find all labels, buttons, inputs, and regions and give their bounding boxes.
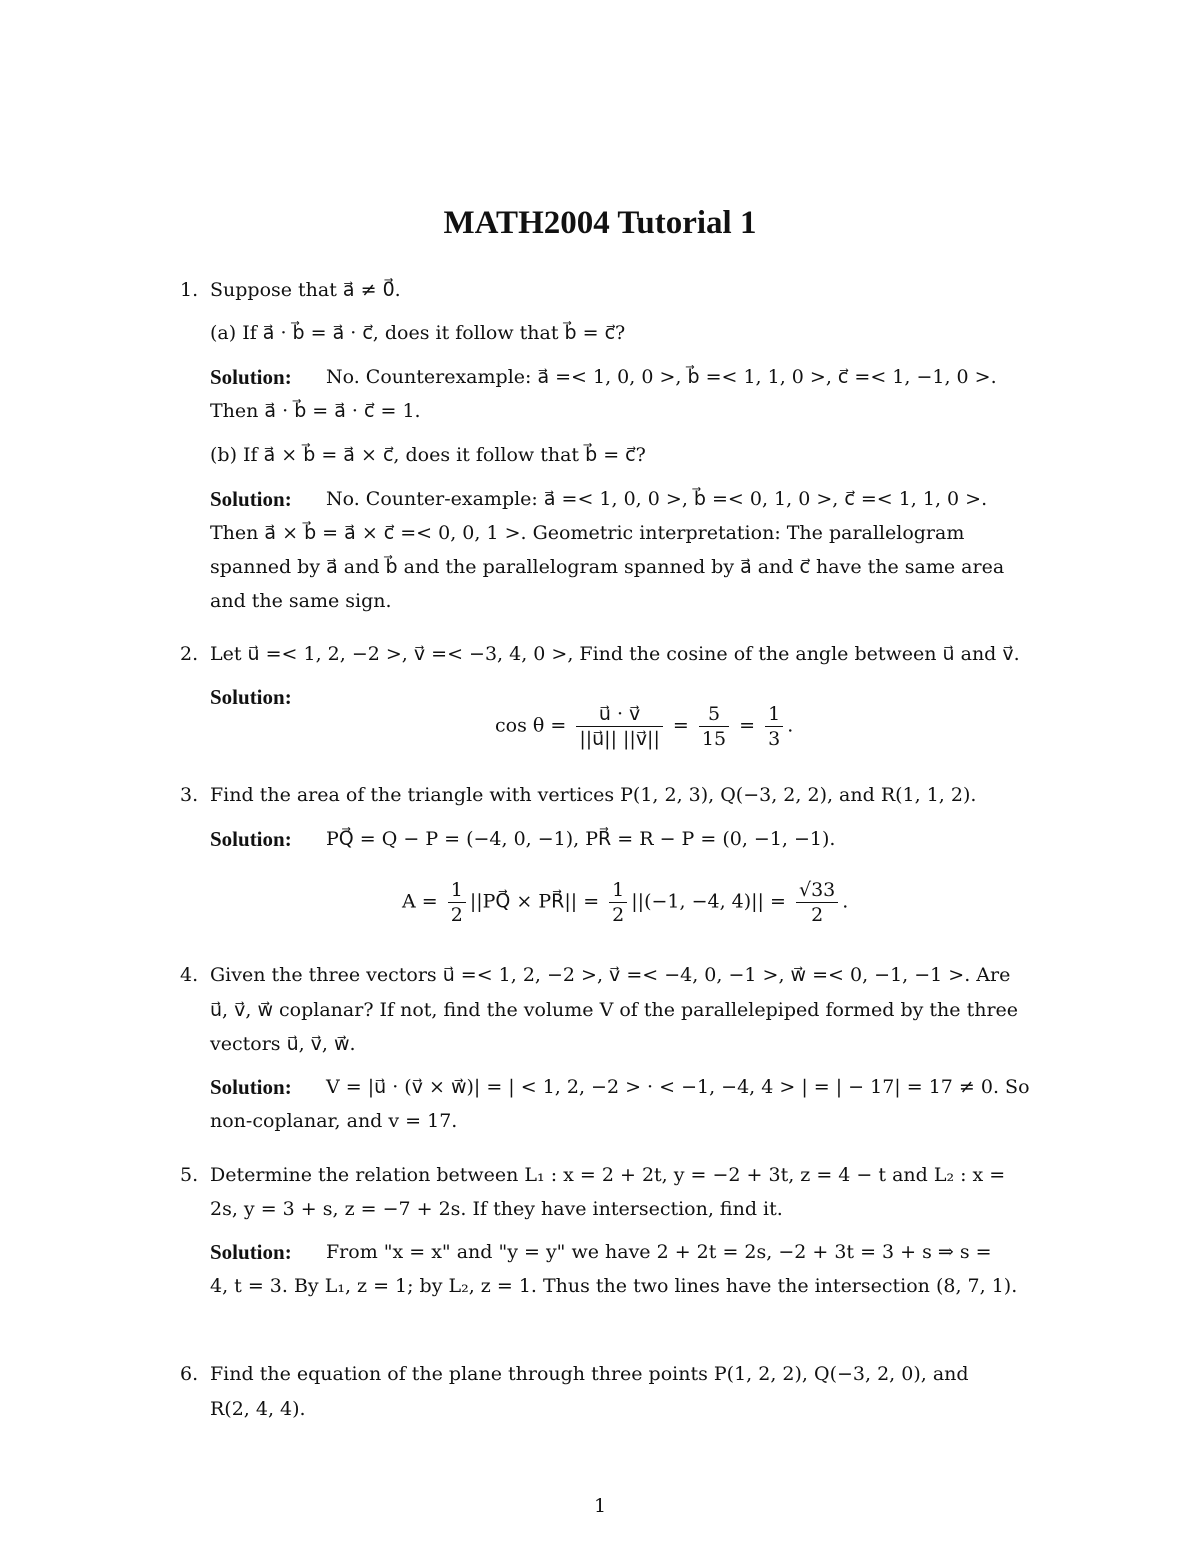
problem-2-solution-label: Solution:: [210, 685, 292, 709]
problem-1a-solution-label: Solution:: [210, 365, 292, 389]
page-title: MATH2004 Tutorial 1: [443, 205, 757, 241]
problem-1b-solution-line-2: Then a⃗ × b⃗ = a⃗ × c⃗ =< 0, 0, 1 >. Geometric interpretation: The parallelogram: [210, 522, 965, 544]
problem-3-solution-label: Solution:: [210, 827, 292, 851]
problem-5-solution-label: Solution:: [210, 1240, 292, 1264]
problem-5-question-line-1: Determine the relation between L₁ : x = 2 + 2t, y = −2 + 3t, z = 4 − t and L₂ : x =: [210, 1164, 1006, 1186]
problem-1a-solution-line-2: Then a⃗ · b⃗ = a⃗ · c⃗ = 1.: [210, 400, 421, 422]
problem-1b-solution-line-1: No. Counter-example: a⃗ =< 1, 0, 0 >, b⃗ =< 0, 1, 0 >, c⃗ =< 1, 1, 0 >.: [326, 488, 988, 510]
page-number: 1: [593, 1495, 607, 1517]
problem-1a-question: (a) If a⃗ · b⃗ = a⃗ · c⃗, does it follow that b⃗ = c⃗?: [210, 322, 626, 344]
problem-5-solution-line-2: 4, t = 3. By L₁, z = 1; by L₂, z = 1. Thus the two lines have the intersection (8, 7, 1).: [210, 1275, 1018, 1297]
problem-6-number: 6.: [180, 1363, 199, 1385]
problem-6-question-line-1: Find the equation of the plane through three points P(1, 2, 2), Q(−3, 2, 0), and: [210, 1363, 969, 1385]
problem-4-solution-label: Solution:: [210, 1075, 292, 1099]
problem-5-number: 5.: [180, 1164, 199, 1186]
problem-4-solution-line-2: non-coplanar, and v = 17.: [210, 1110, 458, 1132]
problem-1-number: 1.: [180, 279, 199, 301]
problem-4-question-line-1: Given the three vectors u⃗ =< 1, 2, −2 >, v⃗ =< −4, 0, −1 >, w⃗ =< 0, −1, −1 >. Are: [210, 964, 1011, 986]
problem-4-solution-line-1: V = |u⃗ · (v⃗ × w⃗)| = | < 1, 2, −2 > · < −1, −4, 4 > | = | − 17| = 17 ≠ 0. So: [326, 1076, 1030, 1098]
problem-1b-solution-label: Solution:: [210, 487, 292, 511]
problem-2-equation: cos θ = $\frac{u⃗ \cdot v⃗}{||u⃗|| ||v⃗||}$ = $\frac{5}{15}$ = $\frac{1}{3}$ .: [495, 703, 794, 750]
problem-3-equation: A = $\frac{1}{2}$ ||PQ⃗ × PR⃗|| = $\frac{1}{2}$ ||(−1, −4, 4)|| = $\frac{√33}{2}$ .: [402, 879, 849, 926]
problem-4-question-line-3: vectors u⃗, v⃗, w⃗.: [210, 1033, 356, 1055]
problem-1b-solution-line-4: and the same sign.: [210, 590, 392, 612]
problem-3-question: Find the area of the triangle with vertices P(1, 2, 3), Q(−3, 2, 2), and R(1, 1, 2).: [210, 784, 977, 806]
problem-4-question-line-2: u⃗, v⃗, w⃗ coplanar? If not, find the volume V of the parallelepiped formed by the three: [210, 999, 1019, 1021]
problem-4-number: 4.: [180, 964, 199, 986]
problem-5-question-line-2: 2s, y = 3 + s, z = −7 + 2s. If they have intersection, find it.: [210, 1198, 783, 1220]
problem-6-question-line-2: R(2, 4, 4).: [210, 1398, 306, 1420]
problem-3-solution-line-1: PQ⃗ = Q − P = (−4, 0, −1), PR⃗ = R − P = (0, −1, −1).: [326, 828, 836, 850]
problem-2-question: Let u⃗ =< 1, 2, −2 >, v⃗ =< −3, 4, 0 >, Find the cosine of the angle between u⃗ and v⃗.: [210, 643, 1020, 665]
problem-2-number: 2.: [180, 643, 199, 665]
problem-5-solution-line-1: From "x = x" and "y = y" we have 2 + 2t = 2s, −2 + 3t = 3 + s ⇒ s =: [326, 1241, 992, 1263]
problem-1a-solution-line-1: No. Counterexample: a⃗ =< 1, 0, 0 >, b⃗ =< 1, 1, 0 >, c⃗ =< 1, −1, 0 >.: [326, 366, 997, 388]
problem-1-stem: Suppose that a⃗ ≠ 0⃗.: [210, 279, 401, 301]
problem-3-number: 3.: [180, 784, 199, 806]
problem-1b-solution-line-3: spanned by a⃗ and b⃗ and the parallelogram spanned by a⃗ and c⃗ have the same area: [210, 556, 1005, 578]
problem-1b-question: (b) If a⃗ × b⃗ = a⃗ × c⃗, does it follow that b⃗ = c⃗?: [210, 444, 646, 466]
